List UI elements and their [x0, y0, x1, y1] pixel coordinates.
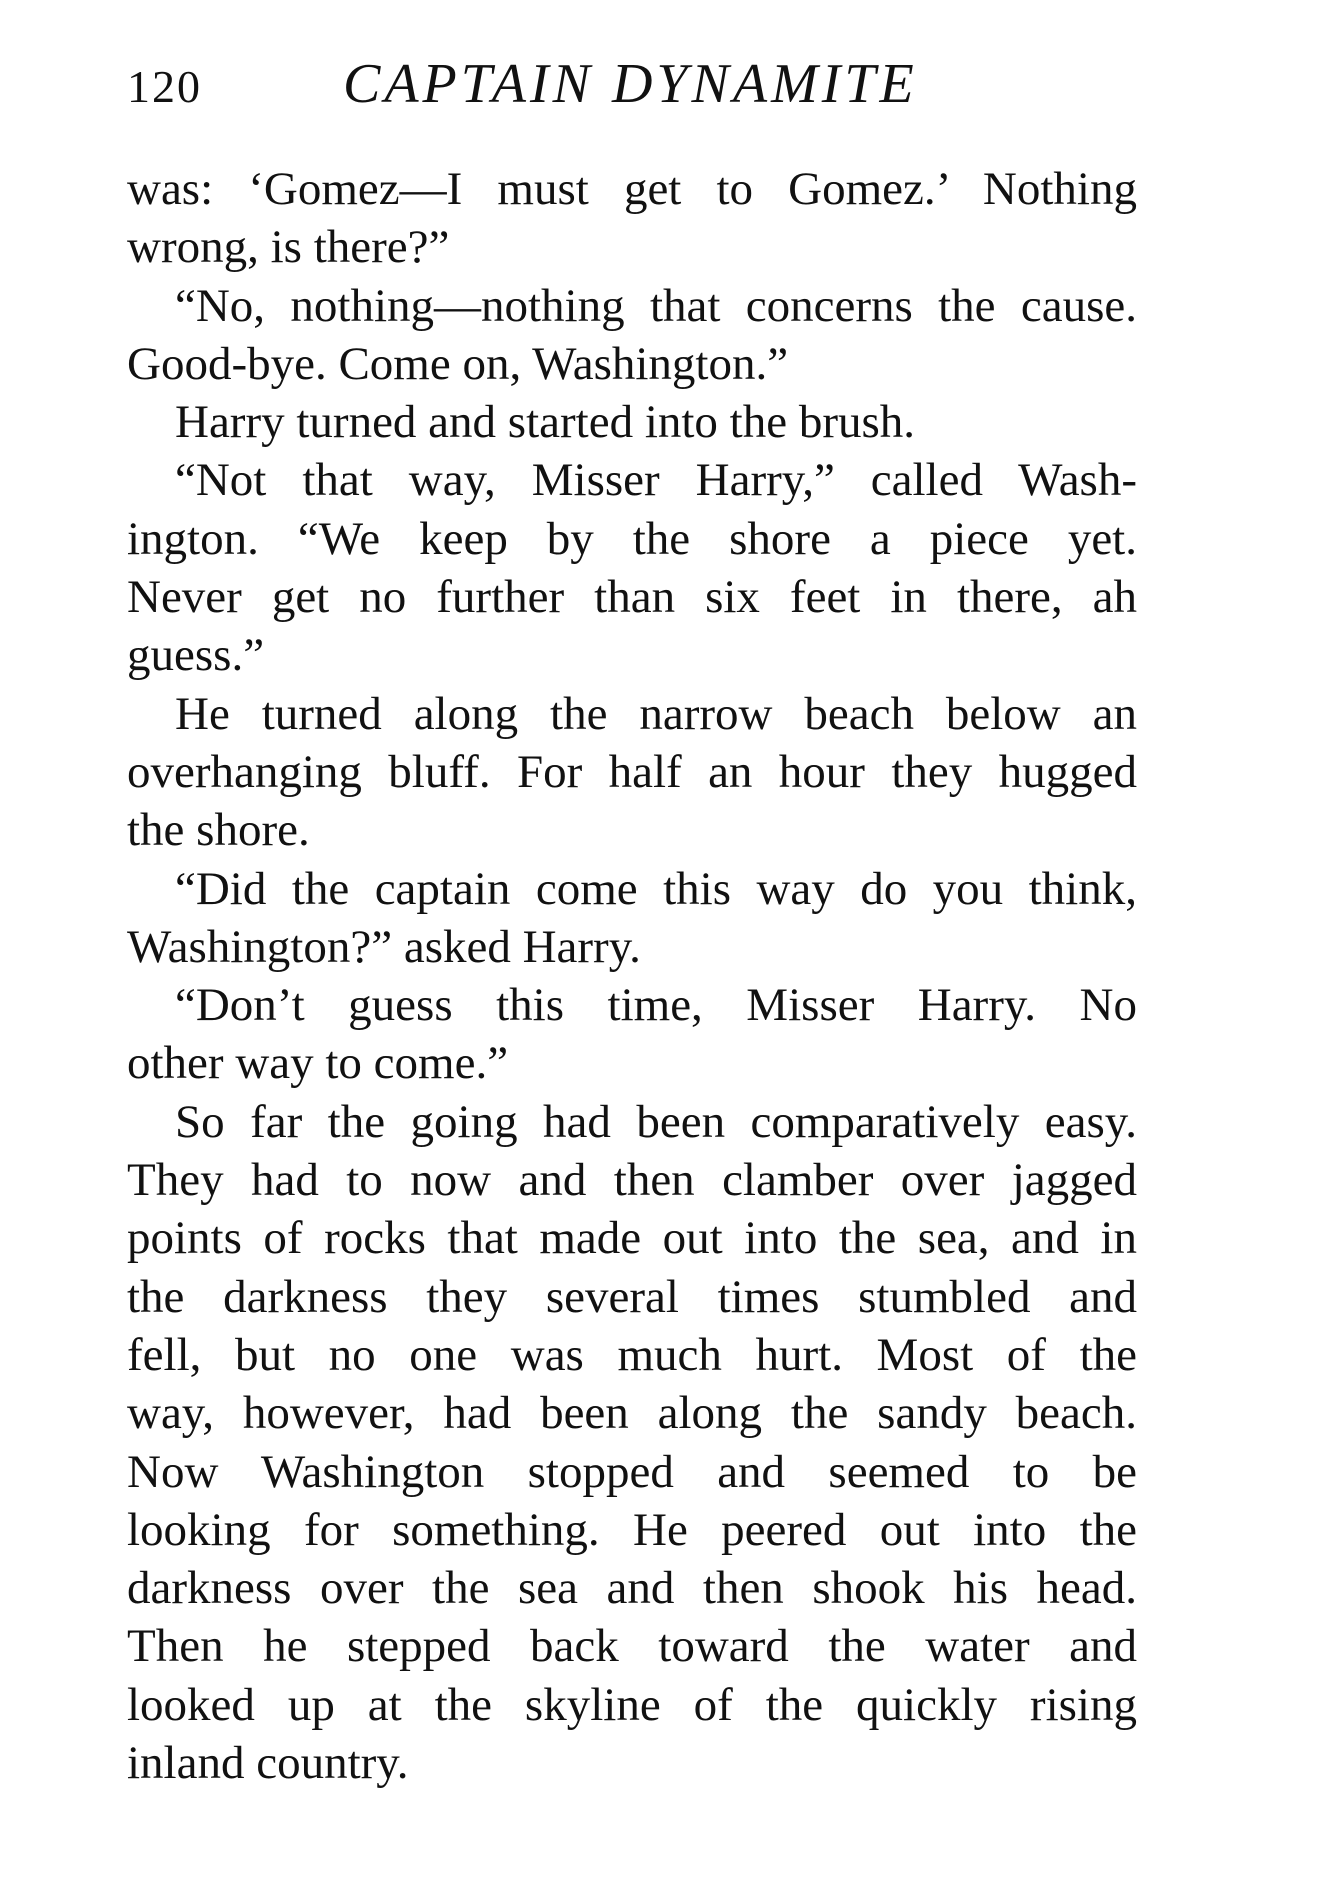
text-line: Never get no further than six feet in there, ah [127, 571, 1137, 624]
text-line: overhanging bluff. For half an hour they hugged [127, 745, 1137, 798]
text-line: wrong, is there?” [127, 221, 450, 274]
text-line: So far the going had been comparatively easy. [175, 1095, 1137, 1148]
page-number: 120 [127, 61, 202, 112]
text-line: darkness over the sea and then shook his head. [127, 1562, 1137, 1615]
text-line: the darkness they several times stumbled and [127, 1270, 1137, 1323]
text-line: the shore. [127, 804, 310, 857]
text-line: other way to come.” [127, 1037, 509, 1090]
running-title: CAPTAIN DYNAMITE [343, 53, 918, 115]
text-line: Good-bye. Come on, Washington.” [127, 337, 789, 390]
text-line: inland country. [127, 1737, 409, 1790]
text-line: ington. “We keep by the shore a piece yet. [127, 512, 1137, 565]
text-line: guess.” [127, 629, 265, 682]
text-line: “No, nothing—nothing that concerns the cause. [175, 279, 1137, 332]
page-header [127, 50, 1137, 130]
text-line: “Don’t guess this time, Misser Harry. No [175, 979, 1137, 1032]
text-line: Then he stepped back toward the water and [127, 1620, 1137, 1673]
text-line: points of rocks that made out into the sea, and in [127, 1212, 1137, 1265]
text-line: “Not that way, Misser Harry,” called Wash- [175, 454, 1137, 507]
text-line: way, however, had been along the sandy beach. [127, 1387, 1137, 1440]
text-line: They had to now and then clamber over jagged [127, 1154, 1137, 1207]
text-line: He turned along the narrow beach below an [175, 687, 1137, 740]
text-line: looking for something. He peered out into the [127, 1503, 1137, 1556]
text-line: looked up at the skyline of the quickly rising [127, 1678, 1137, 1731]
text-line: Washington?” asked Harry. [127, 920, 641, 973]
body-text [127, 160, 1137, 1792]
text-line: “Did the captain come this way do you think, [175, 862, 1137, 915]
text-line: Harry turned and started into the brush. [175, 396, 916, 449]
text-line: Now Washington stopped and seemed to be [127, 1445, 1137, 1498]
text-line: fell, but no one was much hurt. Most of the [127, 1328, 1137, 1381]
text-line: was: ‘Gomez—I must get to Gomez.’ Nothing [127, 163, 1137, 215]
